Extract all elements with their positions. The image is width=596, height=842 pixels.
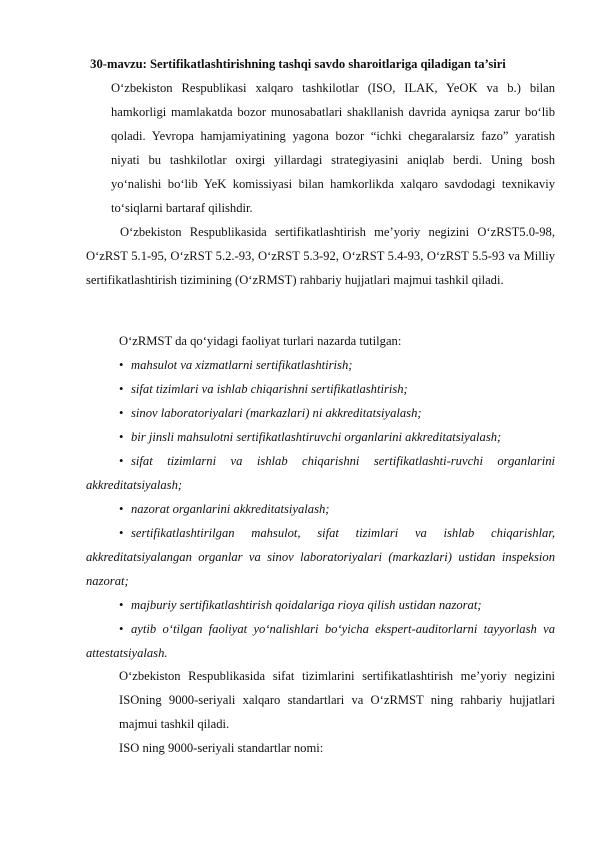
- paragraph-intro: O‘zbekiston Respublikasi xalqaro tashkilotlar (ISO, ILAK, YeOK va b.) bilan hamkorligi mamlakatda bozor munosabatlari shakllanish davrida ayniqsa zarur bo‘lib qoladi. Yevropa hamjamiyatining yagona bozor “ichki chegaralarsiz fazo” yaratish niyati bu tashkilotlar oxirgi yillardagi strategiyasini aniqlab berdi. Uning bosh yo‘nalishi bo‘lib YeK komissiyasi bilan hamkorlikda xalqaro savdodagi texnikaviy to‘siqlarni bartaraf qilishdir.: [111, 81, 555, 215]
- bullet-icon: •: [119, 622, 124, 636]
- list-item: • sinov laboratoriyalari (markazlari) ni akkreditatsiyalash;: [119, 406, 422, 420]
- paragraph-iso-series: ISO ning 9000-seriyali standartlar nomi:: [119, 741, 324, 755]
- bullet-icon: •: [119, 430, 124, 444]
- bullet-icon: •: [119, 454, 124, 468]
- paragraph-normative-base: O‘zbekiston Respublikasida sertifikatlashtirish me’yoriy negizini O‘zRST5.0-98, O‘zRST 5.1-95, O‘zRST 5.2.-93, O‘zRST 5.3-92, O‘zRST 5.4-93, O‘zRST 5.5-93 va Milliy sertifikatlashtirish tizimining (O‘zRMST) rahbariy hujjatlari majmui tashkil qiladi.: [86, 225, 555, 287]
- paragraph-activities-intro: O‘zRMST da qo‘yidagi faoliyat turlari nazarda tutilgan:: [119, 334, 402, 348]
- bullet-icon: •: [119, 382, 124, 396]
- list-item: • majburiy sertifikatlashtirish qoidalariga rioya qilish ustidan nazorat;: [119, 598, 482, 612]
- paragraph-quality-systems: O‘zbekiston Respublikasida sifat tizimlarini sertifikatlashtirish me’yoriy negizini ISOning 9000-seriyali xalqaro standartlari va O‘zRMST ning rahbariy hujjatlari majmui tashkil qiladi.: [119, 669, 555, 731]
- list-item: • aytib o‘tilgan faoliyat yo‘nalishlari bo‘yicha ekspert-auditorlarni tayyorlash va attestatsiyalash.: [86, 617, 555, 665]
- bullet-icon: •: [119, 358, 124, 372]
- bullet-icon: •: [119, 406, 124, 420]
- page-title: 30-mavzu: Sertifikatlashtirishning tashqi savdo sharoitlariga qiladigan ta’siri: [90, 57, 506, 71]
- bullet-icon: •: [119, 598, 124, 612]
- list-item: • sifat tizimlarni va ishlab chiqarishni sertifikatlashti-ruvchi organlarini akkreditatsiyalash;: [86, 449, 555, 497]
- list-item: • sertifikatlashtirilgan mahsulot, sifat tizimlari va ishlab chiqarishlar, akkreditatsiyalangan organlar va sinov laboratoriyalari (markazlari) ustidan inspeksion nazorat;: [86, 521, 555, 593]
- list-item: • bir jinsli mahsulotni sertifikatlashtiruvchi organlarini akkreditatsiyalash;: [119, 430, 502, 444]
- list-item: • mahsulot va xizmatlarni sertifikatlashtirish;: [119, 358, 353, 372]
- list-item: • sifat tizimlari va ishlab chiqarishni sertifikatlashtirish;: [119, 382, 408, 396]
- bullet-icon: •: [119, 526, 124, 540]
- bullet-icon: •: [119, 502, 124, 516]
- list-item: • nazorat organlarini akkreditatsiyalash;: [119, 502, 330, 516]
